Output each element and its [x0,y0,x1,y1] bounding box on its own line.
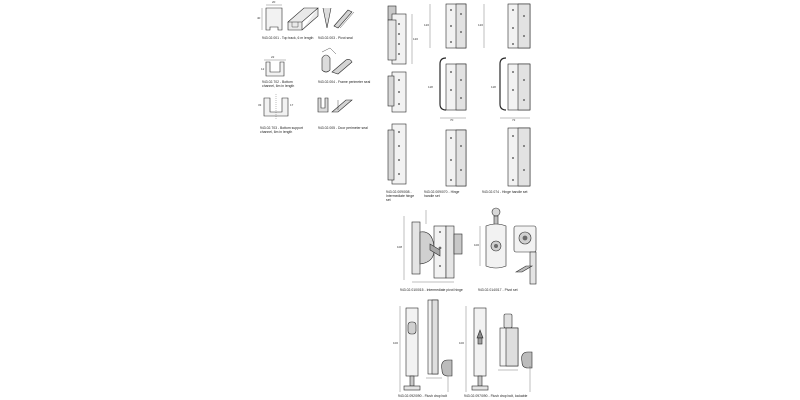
dim-label: 100 [459,341,465,345]
dim-label: 118 [491,85,496,89]
caption-intermediate-hinge: 943.02.009/008 - Intermediate hinge set [386,190,415,202]
hinge-handle-set-2-drawing [484,4,530,186]
frame-perimeter-seal-drawing [322,48,352,74]
bottom-channel-drawing [264,60,286,76]
caption-flush-drop-bolt-lockable: 943.02.097/090 - Flush drop bolt, lockable [464,394,528,398]
caption-pivot-set: 943.02.014/017 - Pivot set [478,288,518,292]
flush-drop-bolt-lockable-drawing [466,306,532,392]
door-perimeter-seal-drawing [318,98,352,112]
dim-label: 70 [450,118,454,122]
dim-label: 17 [290,103,294,107]
caption-bottom-channel: 943.02.702 - Bottom channel, 6m in length [262,80,295,88]
dim-label: 100 [393,341,399,345]
caption-door-perimeter-seal: 943.02.005 - Door perimeter seal [318,126,368,130]
top-track-profile [266,8,282,30]
dim-label: 108 [397,245,403,249]
intermediate-hinge-drawing [388,6,412,184]
dim-label: 20 [272,0,276,4]
dim-label: 22 [271,55,275,59]
pivot-set-drawing [480,208,536,284]
caption-top-track: 943.02.001 - Top track, 6 m length [262,36,314,40]
dim-label: 40 [257,16,261,20]
caption-intermediate-pivot-hinge: 943.02.010/015 - Intermediate pivot hinge [400,288,463,292]
dim-label: 12 [261,67,265,71]
dim-label: 120 [478,23,484,27]
dim-label: 120 [424,23,430,27]
caption-frame-perimeter-seal: 943.02.004 - Frame perimeter seal [318,80,371,84]
intermediate-pivot-hinge-drawing [404,210,462,282]
caption-pivot-seal: 943.02.003 - Pivot seal [318,36,353,40]
hinge-handle-set-drawing [430,4,466,186]
dim-label: 118 [428,85,433,89]
dim-label: 33 [258,103,262,107]
caption-bottom-support-channel: 943.02.703 - Bottom support channel, 6m in length [260,126,303,134]
dim-label: 100 [474,243,480,247]
top-track-3d [288,8,318,30]
bottom-support-channel-drawing [264,94,288,120]
caption-flush-drop-bolt: 943.02.092/090 - Flush drop bolt [398,394,448,398]
pivot-seal-drawing [323,8,354,28]
caption-hinge-handle-set: 943.02.009/070 - Hinge handle set [424,190,460,198]
caption-hinge-handle-set-2: 943.02.074 - Hinge handle set [482,190,528,194]
dim-label: 72 [512,118,516,122]
flush-drop-bolt-drawing [400,300,452,392]
dim-label: 120 [413,37,419,41]
top-track-drawing [262,5,318,30]
